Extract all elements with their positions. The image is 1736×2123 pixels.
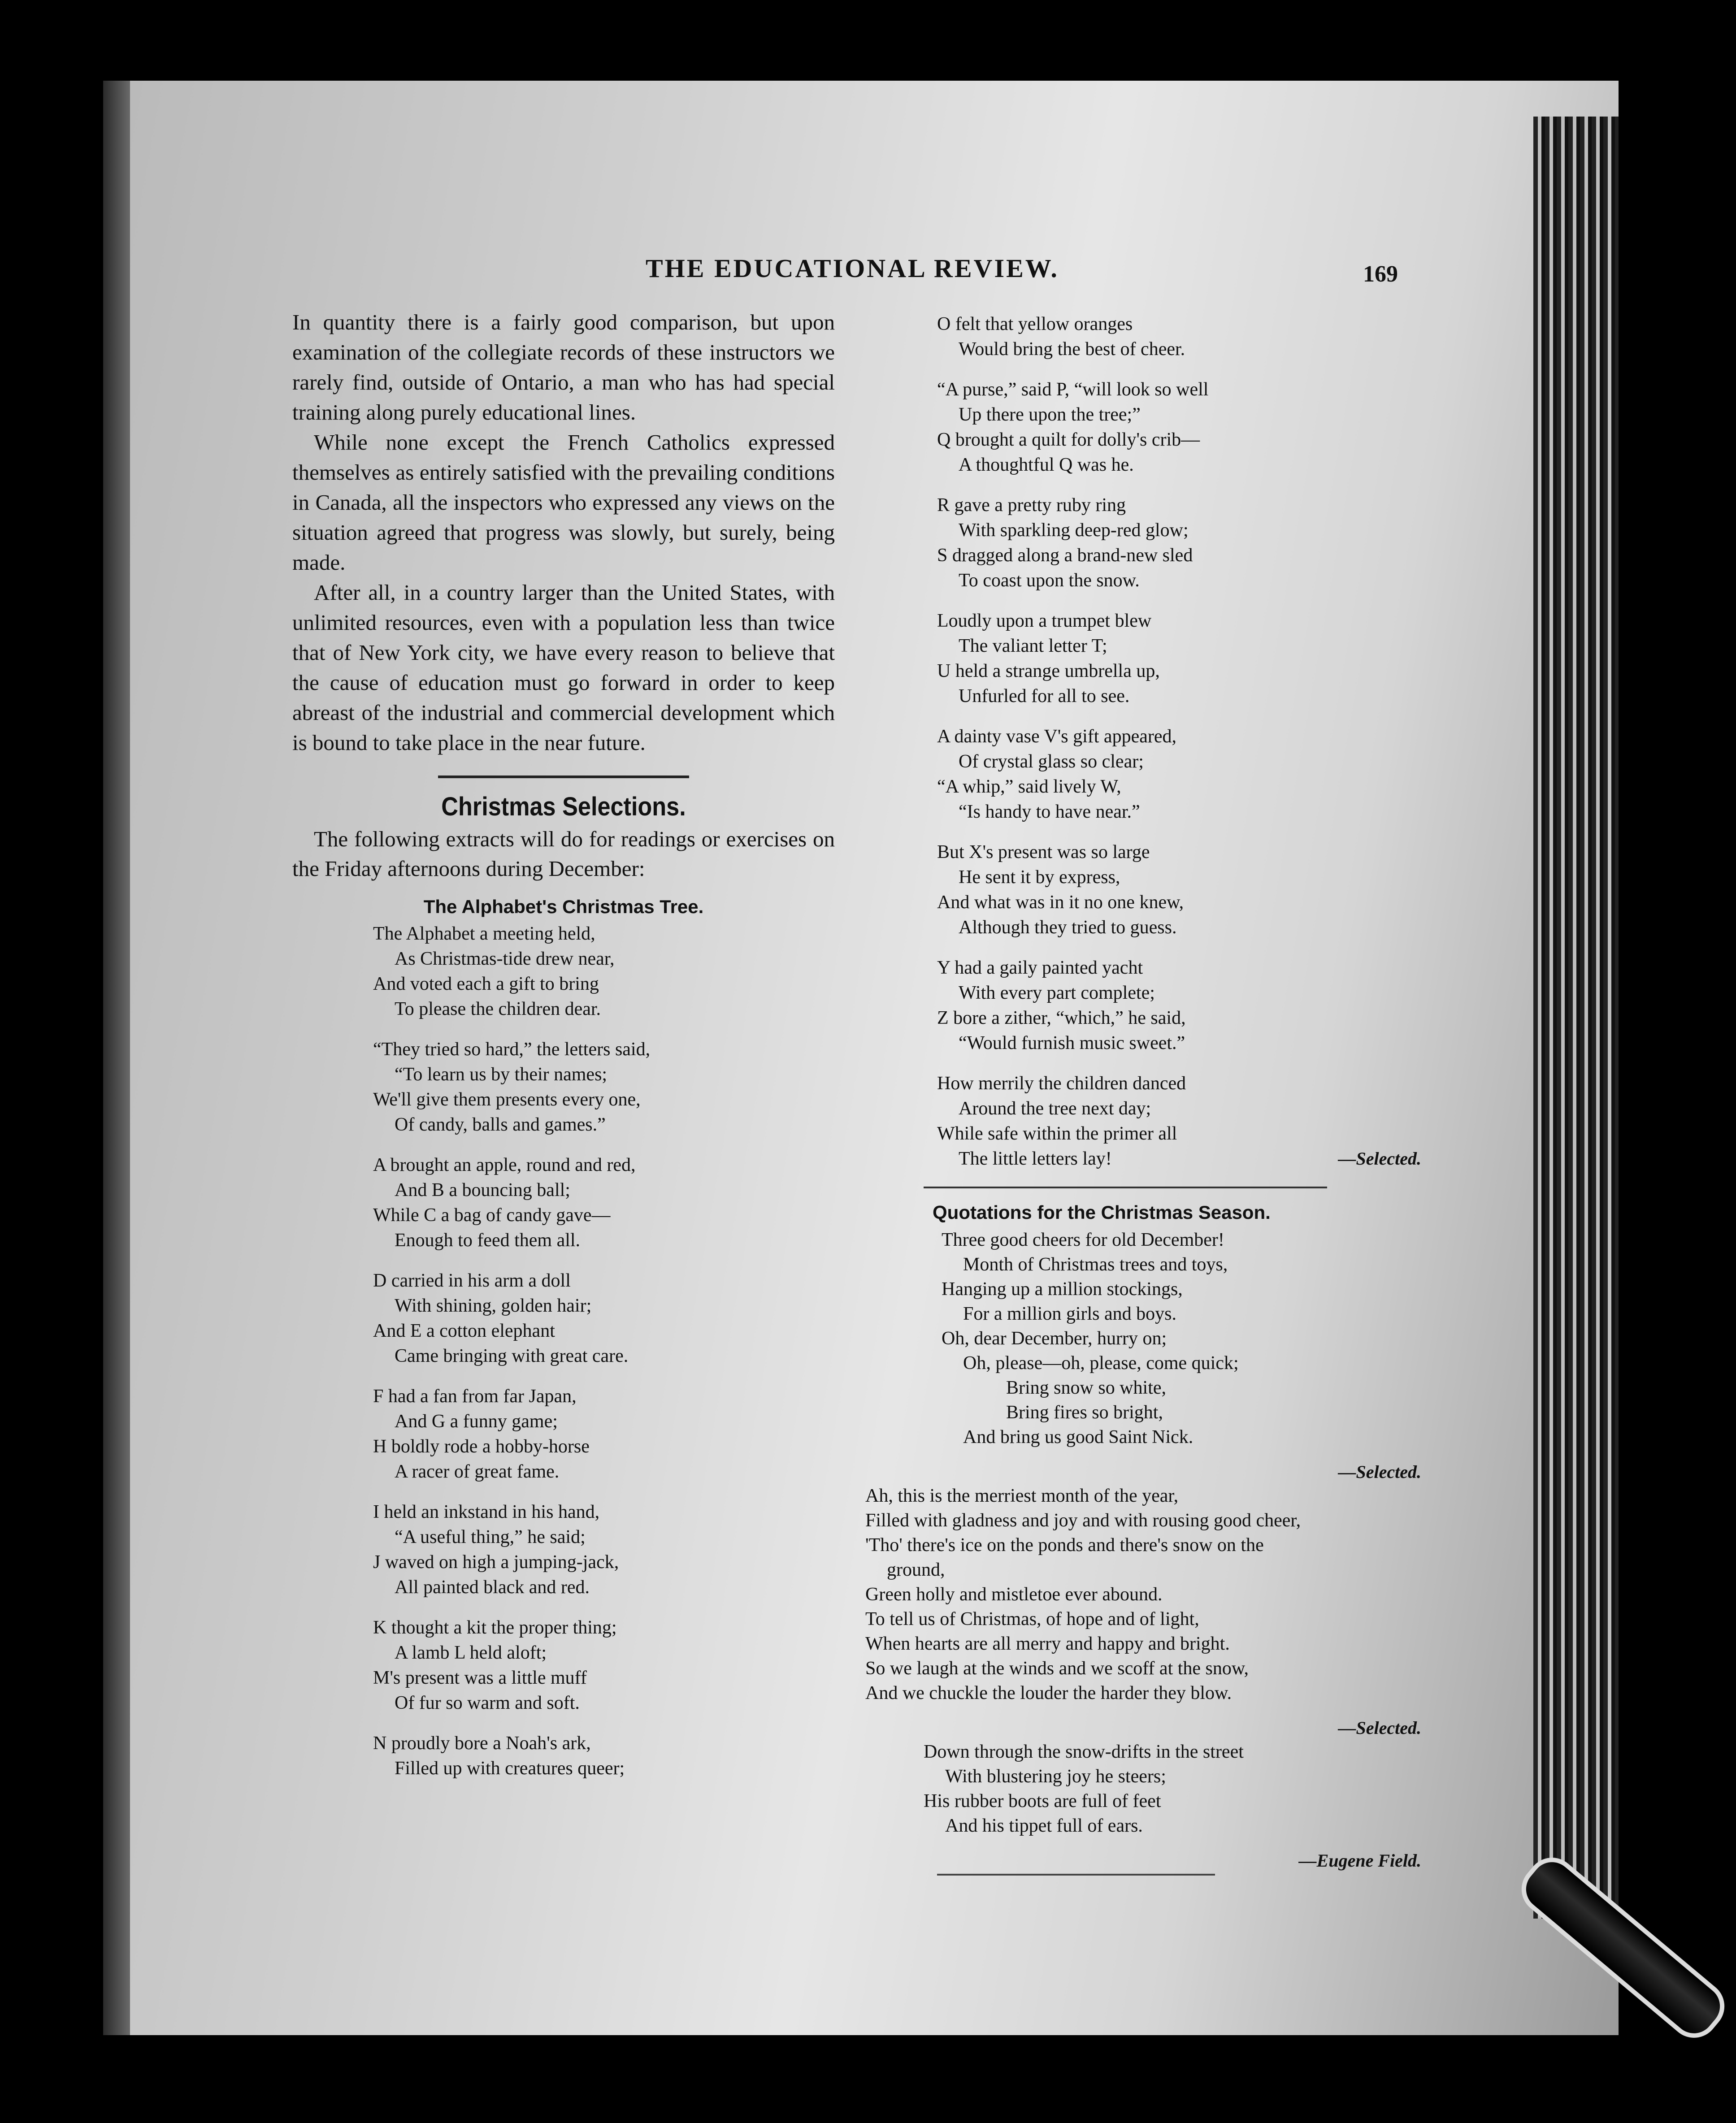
stanza [373, 1037, 835, 1137]
stanza [373, 1731, 835, 1781]
quotes-title: Quotations for the Christmas Season. [933, 1202, 1271, 1223]
section-title: Christmas Selections. [441, 792, 686, 821]
right-column [865, 312, 1421, 1872]
quotes-divider [924, 1187, 1327, 1188]
quotation-line: Bring snow so white, [1006, 1378, 1166, 1398]
quotation-line: His rubber boots are full of feet [924, 1791, 1161, 1811]
stanza [937, 724, 1421, 824]
paragraph: While none except the French Catholics expressed themselves as entirely satisfied with the prevailing conditions in Canada, all the inspectors who expressed any views on the situation agreed that progress was slowly, but surely, being made. [292, 430, 835, 575]
poem-line: And what was in it no one knew, [937, 892, 1184, 913]
poem-line: He sent it by express, [959, 867, 1120, 888]
poem-line: Around the tree next day; [959, 1098, 1151, 1119]
stanza [373, 1384, 835, 1484]
poem-line: Q brought a quilt for dolly's crib— [937, 429, 1200, 450]
quotation-line: Filled with gladness and joy and with rousing good cheer, [865, 1510, 1301, 1531]
quotation-3 [865, 1740, 1421, 1838]
poem-line: A thoughtful Q was he. [959, 455, 1134, 475]
poem-line: And voted each a gift to bring [373, 974, 599, 994]
stanza [937, 1071, 1421, 1171]
poem-line: “They tried so hard,” the letters said, [373, 1039, 651, 1060]
quotation-line: Oh, dear December, hurry on; [942, 1328, 1167, 1349]
stanza [373, 1499, 835, 1600]
poem-line: And E a cotton elephant [373, 1321, 555, 1341]
page-number: 169 [1363, 261, 1398, 287]
stanza [373, 1268, 835, 1369]
poem-line: A lamb L held aloft; [395, 1642, 547, 1663]
paragraph: In quantity there is a fairly good comparison, but upon examination of the collegiate records of these instructors we rarely find, outside of Ontario, a man who has had special training along purely educational lines. [292, 310, 835, 425]
poem-line: While C a bag of candy gave— [373, 1205, 611, 1226]
poem-line: R gave a pretty ruby ring [937, 495, 1126, 516]
poem-line: Of fur so warm and soft. [395, 1693, 580, 1713]
poem-line: A brought an apple, round and red, [373, 1155, 636, 1175]
poem-line: “Is handy to have near.” [959, 802, 1140, 822]
poem-title: The Alphabet's Christmas Tree. [423, 896, 704, 917]
poem-line: Y had a gaily painted yacht [937, 958, 1143, 978]
quotation-line: And we chuckle the louder the harder they blow. [865, 1683, 1232, 1703]
quotation-2-attribution: —Selected. [1338, 1718, 1421, 1738]
quotation-line: 'Tho' there's ice on the ponds and there's snow on the [865, 1535, 1264, 1555]
poem-line: M's present was a little muff [373, 1668, 587, 1688]
section-divider [438, 776, 689, 778]
poem-line: With shining, golden hair; [395, 1295, 592, 1316]
left-column [292, 307, 835, 1796]
poem-line: A racer of great fame. [395, 1461, 560, 1482]
stanza [937, 840, 1421, 940]
quotation-line: And his tippet full of ears. [945, 1815, 1143, 1836]
quotation-line: Down through the snow-drifts in the street [924, 1742, 1244, 1762]
poem-line: “A purse,” said P, “will look so well [937, 379, 1209, 400]
poem-line: F had a fan from far Japan, [373, 1386, 577, 1407]
poem-line: How merrily the children danced [937, 1073, 1186, 1094]
poem-line: We'll give them presents every one, [373, 1089, 641, 1110]
quotation-1 [865, 1228, 1421, 1450]
poem-line: All painted black and red. [395, 1577, 590, 1598]
quotation-2 [865, 1484, 1421, 1706]
poem-line: “A whip,” said lively W, [937, 776, 1121, 797]
poem-line: D carried in his arm a doll [373, 1270, 571, 1291]
poem-line: H boldly rode a hobby-horse [373, 1436, 590, 1457]
quotation-line: Bring fires so bright, [1006, 1402, 1163, 1423]
poem-line: Loudly upon a trumpet blew [937, 611, 1152, 631]
poem-line: Although they tried to guess. [959, 917, 1177, 938]
poem-line: Z bore a zither, “which,” he said, [937, 1008, 1186, 1028]
paragraph: After all, in a country larger than the United States, with unlimited resources, even with a population less than twice that of New York city, we have every reason to believe that the cause of education must go forward in order to keep abreast of the industrial and commercial development which is bound to take place in the near future. [292, 580, 835, 755]
quotation-line: For a million girls and boys. [963, 1304, 1176, 1324]
quotation-line: To tell us of Christmas, of hope and of light, [865, 1609, 1199, 1629]
quotation-line: Hanging up a million stockings, [942, 1279, 1183, 1300]
poem-stanzas-right [865, 312, 1421, 1171]
stanza [937, 377, 1421, 477]
poem-line: “To learn us by their names; [395, 1064, 608, 1085]
poem-line: The valiant letter T; [959, 636, 1107, 656]
stanza [373, 921, 835, 1022]
poem-line: The Alphabet a meeting held, [373, 923, 595, 944]
poem-line: “A useful thing,” he said; [395, 1527, 586, 1547]
poem-line: “Would furnish music sweet.” [959, 1033, 1185, 1053]
poem-line: Of crystal glass so clear; [959, 751, 1144, 772]
poem-line: Of candy, balls and games.” [395, 1114, 606, 1135]
stanza [937, 608, 1421, 709]
quotation-line: Month of Christmas trees and toys, [963, 1254, 1228, 1275]
poem-line: Up there upon the tree;” [959, 404, 1141, 425]
book-gutter-pages [1533, 117, 1619, 1919]
poem-line: And G a funny game; [395, 1411, 558, 1432]
poem-line: Unfurled for all to see. [959, 686, 1130, 706]
footer-rule [937, 1874, 1215, 1876]
poem-line: S dragged along a brand-new sled [937, 545, 1193, 566]
poem-line: And B a bouncing ball; [395, 1180, 570, 1200]
stanza [937, 312, 1421, 362]
quotation-3-attribution: —Eugene Field. [1298, 1850, 1421, 1871]
poem-line: With sparkling deep-red glow; [959, 520, 1189, 541]
poem-line: A dainty vase V's gift appeared, [937, 726, 1176, 747]
poem-line: To coast upon the snow. [959, 570, 1140, 591]
stanza [373, 1152, 835, 1253]
quotation-line: When hearts are all merry and happy and bright. [865, 1633, 1230, 1654]
quotation-line: And bring us good Saint Nick. [963, 1427, 1194, 1447]
poem-line: As Christmas-tide drew near, [395, 949, 615, 969]
stanza [937, 493, 1421, 593]
poem-line: I held an inkstand in his hand, [373, 1502, 600, 1522]
stanza [373, 1615, 835, 1716]
section-intro: The following extracts will do for readings or exercises on the Friday afternoons during December: [292, 827, 835, 881]
poem-line: With every part complete; [959, 983, 1155, 1003]
poem-line: Came bringing with great care. [395, 1346, 629, 1366]
poem-stanzas-left [292, 921, 835, 1781]
quotation-line: Oh, please—oh, please, come quick; [963, 1353, 1239, 1373]
quotation-line: Ah, this is the merriest month of the year, [865, 1486, 1179, 1506]
poem-line: U held a strange umbrella up, [937, 661, 1160, 681]
poem-line: K thought a kit the proper thing; [373, 1617, 617, 1638]
essay-paragraphs [292, 307, 835, 758]
quotation-line: Three good cheers for old December! [942, 1230, 1224, 1250]
poem-line: To please the children dear. [395, 999, 601, 1019]
quotation-1-attribution: —Selected. [1338, 1462, 1421, 1482]
poem-line: While safe within the primer all [937, 1123, 1177, 1144]
poem-line: The little letters lay! [959, 1148, 1112, 1169]
poem-line: Would bring the best of cheer. [959, 339, 1185, 360]
quotation-line: With blustering joy he steers; [945, 1766, 1166, 1787]
poem-line: Enough to feed them all. [395, 1230, 581, 1251]
poem-attribution: —Selected. [1338, 1148, 1421, 1169]
poem-line: J waved on high a jumping-jack, [373, 1552, 619, 1573]
poem-line: Filled up with creatures queer; [395, 1758, 625, 1779]
quotation-line: ground, [887, 1560, 945, 1580]
poem-line: N proudly bore a Noah's ark, [373, 1733, 591, 1754]
page-edge-shadow [103, 81, 130, 2035]
quotation-line: So we laugh at the winds and we scoff at the snow, [865, 1658, 1249, 1679]
quotation-line: Green holly and mistletoe ever abound. [865, 1584, 1163, 1605]
stanza [937, 955, 1421, 1056]
poem-line: But X's present was so large [937, 842, 1150, 862]
running-header: THE EDUCATIONAL REVIEW. [646, 254, 1059, 283]
poem-line: O felt that yellow oranges [937, 314, 1133, 334]
